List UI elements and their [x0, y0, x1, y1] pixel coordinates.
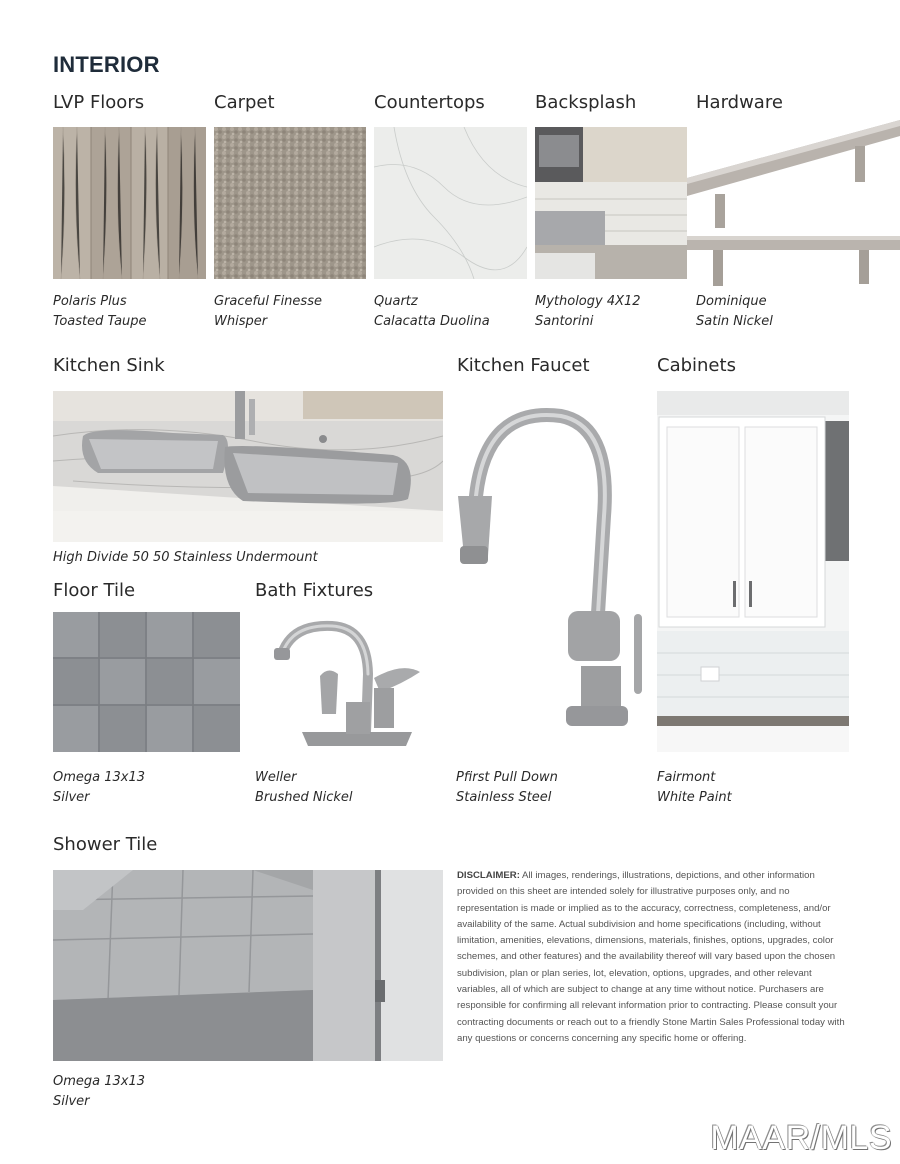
cabinets-name: Fairmont — [657, 770, 716, 785]
countertops-name: Quartz — [374, 294, 418, 309]
backsplash-photo — [535, 127, 687, 279]
floor-tile-color: Silver — [53, 790, 90, 805]
floor-tile-caption — [53, 768, 145, 808]
countertops-caption — [374, 292, 490, 332]
kitchen-faucet-finish: Stainless Steel — [456, 790, 552, 805]
disclaimer-label: DISCLAIMER: — [457, 870, 520, 881]
kitchen-faucet-name: Pfirst Pull Down — [456, 770, 558, 785]
floor-tile-photo — [53, 612, 240, 752]
hardware-photo — [687, 118, 900, 290]
countertops-color: Calacatta Duolina — [374, 314, 490, 329]
bath-fixtures-finish: Brushed Nickel — [255, 790, 353, 805]
lvp-color: Toasted Taupe — [53, 314, 147, 329]
section-title-countertops: Countertops — [374, 92, 485, 113]
floor-tile-name: Omega 13x13 — [53, 770, 146, 785]
disclaimer-text — [457, 868, 853, 1047]
cabinets-color: White Paint — [657, 790, 732, 805]
section-title-bath-fixtures: Bath Fixtures — [255, 580, 374, 601]
countertop-photo — [374, 127, 527, 279]
carpet-color: Whisper — [214, 314, 268, 329]
shower-tile-caption — [53, 1072, 145, 1112]
lvp-name: Polaris Plus — [53, 294, 127, 309]
kitchen-faucet-photo — [446, 396, 651, 736]
section-title-carpet: Carpet — [214, 92, 275, 113]
section-title-shower-tile: Shower Tile — [53, 834, 158, 855]
backsplash-caption — [535, 292, 641, 332]
bath-fixtures-caption — [255, 768, 353, 808]
shower-tile-color: Silver — [53, 1094, 90, 1109]
kitchen-sink-photo — [53, 391, 443, 542]
section-title-cabinets: Cabinets — [657, 355, 736, 376]
carpet-photo — [214, 127, 366, 279]
shower-tile-photo — [53, 870, 443, 1061]
section-title-floor-tile: Floor Tile — [53, 580, 136, 601]
section-title-kitchen-faucet: Kitchen Faucet — [457, 355, 590, 376]
hardware-name: Dominique — [696, 294, 767, 309]
cabinets-photo — [657, 391, 849, 752]
shower-tile-name: Omega 13x13 — [53, 1074, 146, 1089]
bath-fixtures-name: Weller — [255, 770, 297, 785]
carpet-name: Graceful Finesse — [214, 294, 322, 309]
bath-fixtures-photo — [262, 614, 432, 754]
cabinets-caption — [657, 768, 732, 808]
section-title-hardware: Hardware — [696, 92, 783, 113]
section-title-kitchen-sink: Kitchen Sink — [53, 355, 165, 376]
lvp-caption — [53, 292, 147, 332]
kitchen-faucet-caption — [456, 768, 558, 808]
backsplash-name: Mythology 4X12 — [535, 294, 641, 309]
page-title: INTERIOR — [53, 52, 160, 77]
hardware-color: Satin Nickel — [696, 314, 773, 329]
mls-watermark: MAAR/MLS — [710, 1119, 892, 1157]
kitchen-sink-caption: High Divide 50 50 Stainless Undermount — [53, 550, 318, 565]
carpet-caption — [214, 292, 322, 332]
backsplash-color: Santorini — [535, 314, 594, 329]
section-title-backsplash: Backsplash — [535, 92, 637, 113]
section-title-lvp-floors: LVP Floors — [53, 92, 145, 113]
disclaimer-body: All images, renderings, illustrations, depictions, and other information provided on this sheet are intended solely for illustrative purposes only, and no representation is made or implied as to the accuracy, correctness, completeness, and/or availability of the same. Actual subdivision and home specifications (including, without limitation, amenities, elevations, dimensions, materials, finishes, options, upgrades, color schemes, and other features) and the availability thereof will vary based upon the chosen subdivision, plan or plan series, lot, elevation, options, upgrades, and other relevant variables, all of which are subject to change at any time without notice. Purchasers are responsible for confirming all relevant information prior to contracting. Please consult your contracting documents or reach out to a friendly Stone Martin Sales Professional today with any questions or concerns concerning any specific home or offering. — [457, 870, 845, 1044]
hardware-caption — [696, 292, 773, 332]
lvp-floor-photo — [53, 127, 206, 279]
